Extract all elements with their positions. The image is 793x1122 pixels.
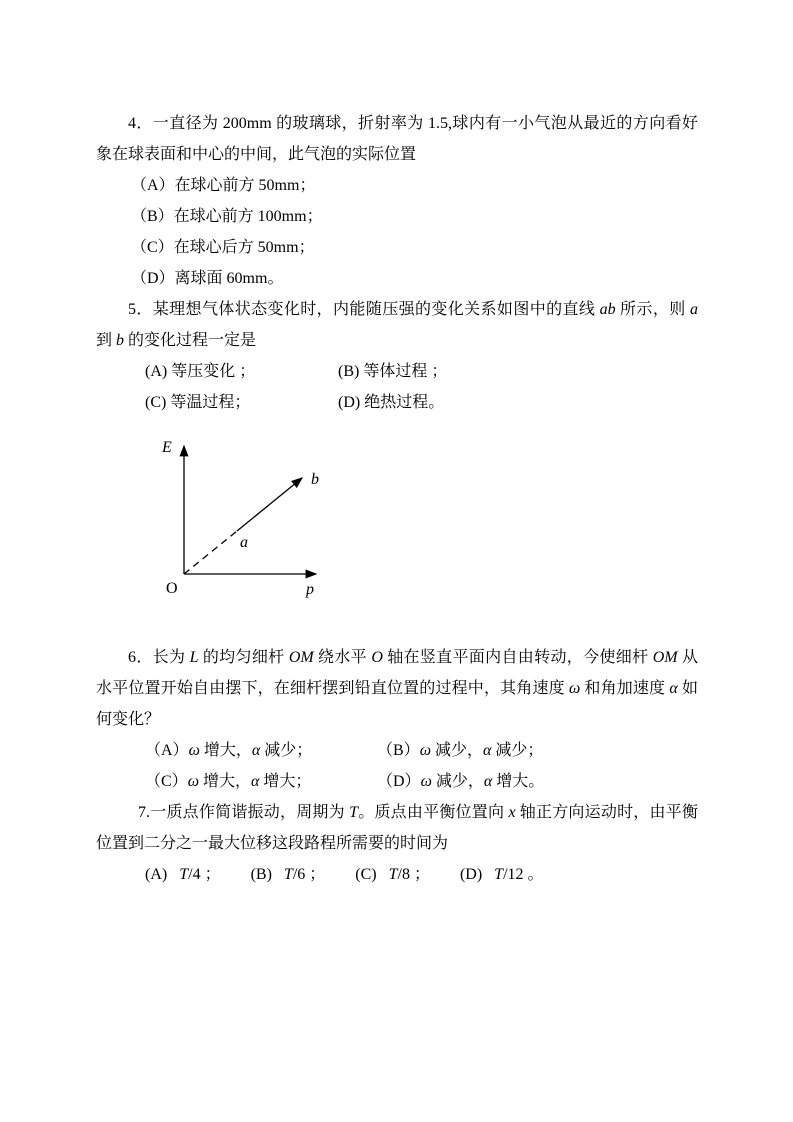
question-7-option-c: (C) T/8 ； [355,866,430,883]
question-6-option-c: （C）ω 增大，α 增大； [145,773,312,790]
axis-label-p: p [306,581,314,598]
question-5-option-b: (B) 等体过程 ； [338,363,448,380]
question-4-option-d: （D）离球面 60mm。 [131,270,284,287]
question-4-stem: 4．一直径为 200mm 的玻璃球，折射率为 1.5,球内有一小气泡从最近的方向看好象在球表面和中心的中间，此气泡的实际位置 [96,115,698,163]
question-5-options-row-1 [96,356,698,387]
question-4-option-a: （A）在球心前方 50mm； [131,177,316,194]
point-label-a: a [240,534,248,551]
segment-a-b-arrow [237,478,302,531]
question-6-options-row-2 [96,766,698,797]
question-5-stem: 5．某理想气体状态变化时，内能随压强的变化关系如图中的直线 ab 所示，则 a 到 b 的变化过程一定是 [96,301,698,349]
question-7-option-b: (B) T/6 ； [250,866,326,883]
question-7 [96,797,698,890]
question-5 [96,294,698,418]
question-4-option-c: （C）在球心后方 50mm； [131,239,315,256]
question-7-options-row [96,859,698,890]
question-5-option-a: (A) 等压变化 ； [145,363,256,380]
ep-diagram-figure [154,434,698,606]
question-5-option-d: (D) 绝热过程。 [338,394,445,411]
question-6-stem: 6．长为 L 的均匀细杆 OM 绕水平 O 轴在竖直平面内自由转动，今使细杆 OM 从水平位置开始自由摆下，在细杆摆到铅直位置的过程中，其角速度 ω 和角加速度 α 如何变化？ [96,649,698,728]
axis-label-e: E [162,439,172,456]
question-7-stem: 7.一质点作简谐振动，周期为 T。质点由平衡位置向 x 轴正方向运动时，由平衡位置到二分之一最大位移这段路程所需要的时间为 [96,804,698,852]
question-6-options-row-1 [96,735,698,766]
question-6-option-b: （B）ω 减少，α 减少； [377,742,544,759]
point-label-b: b [311,471,319,488]
segment-o-a-dashed [184,531,237,574]
question-6 [96,642,698,797]
question-5-options-row-2 [96,387,698,418]
question-5-option-c: (C) 等温过程； [145,394,251,411]
question-7-option-d: (D) T/12 。 [459,866,544,883]
question-4 [96,108,698,294]
question-4-option-b: （B）在球心前方 100mm； [131,208,323,225]
question-6-option-d: （D）ω 减少，α 增大。 [377,773,545,790]
ep-diagram [154,434,434,606]
origin-label: O [166,580,178,597]
question-6-option-a: （A）ω 增大，α 减少； [145,742,313,759]
question-7-option-a: (A) T/4 ； [145,866,221,883]
